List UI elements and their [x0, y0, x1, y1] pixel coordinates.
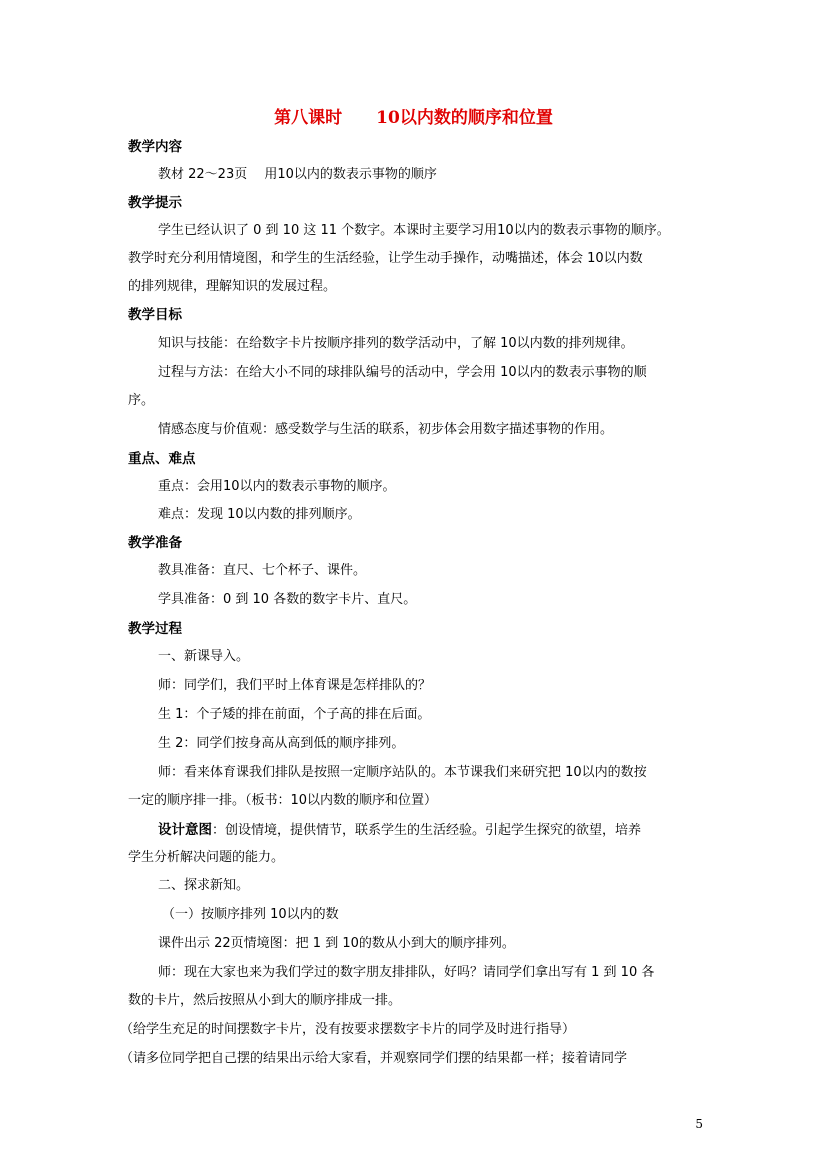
section-heading: 教学提示	[128, 195, 182, 211]
paragraph-line: 一定的顺序排一排。（板书：10以内数的顺序和位置）	[128, 793, 438, 808]
paragraph-line: 一、新课导入。	[158, 649, 250, 664]
paragraph-line: 难点：发现 10以内数的排列顺序。	[158, 507, 361, 522]
paragraph-line: （请多位同学把自己摆的结果出示给大家看，并观察同学们摆的结果都一样；接着请同学	[120, 1051, 628, 1066]
paragraph-line: 师：现在大家也来为我们学过的数字朋友排排队，好吗？请同学们拿出写有 1 到 10 各	[158, 965, 655, 980]
paragraph-line: 教材 22～23页 用10以内的数表示事物的顺序	[158, 167, 437, 182]
paragraph-line: 教具准备：直尺、七个杯子、课件。	[158, 563, 367, 578]
paragraph-line: 课件出示 22页情境图：把 1 到 10的数从小到大的顺序排列。	[158, 936, 515, 951]
paragraph-line: 情感态度与价值观：感受数学与生活的联系，初步体会用数字描述事物的作用。	[158, 422, 614, 437]
lesson-title: 第八课时 10以内数的顺序和位置	[274, 108, 553, 128]
paragraph-line: 生 2：同学们按身高从高到低的顺序排列。	[158, 736, 405, 751]
section-heading: 教学过程	[128, 621, 182, 637]
paragraph-line: 师：同学们，我们平时上体育课是怎样排队的？	[158, 678, 432, 693]
design-intent-text: ：创设情境，提供情节，联系学生的生活经验。引起学生探究的欲望，培养	[212, 823, 642, 838]
paragraph-line: 序。	[128, 393, 155, 408]
paragraph-line: 师：看来体育课我们排队是按照一定顺序站队的。本节课我们来研究把 10以内的数按	[158, 765, 647, 780]
paragraph-line: 数的卡片，然后按照从小到大的顺序排成一排。	[128, 993, 402, 1008]
page-number: 5	[695, 1117, 703, 1131]
paragraph-line: （给学生充足的时间摆数字卡片，没有按要求摆数字卡片的同学及时进行指导）	[120, 1022, 576, 1037]
paragraph-line: 知识与技能：在给数字卡片按顺序排列的数学活动中，了解 10以内数的排列规律。	[158, 336, 634, 351]
paragraph-line: 学生分析解决问题的能力。	[128, 850, 285, 865]
paragraph-line: （一）按顺序排列 10以内的数	[162, 907, 339, 922]
paragraph-line: 学生已经认识了 0 到 10 这 11 个数字。本课时主要学习用10以内的数表示事物的顺序。	[158, 223, 670, 238]
paragraph-line: 学具准备：0 到 10 各数的数字卡片、直尺。	[158, 592, 417, 607]
section-heading: 教学目标	[128, 307, 182, 323]
paragraph-line: 过程与方法：在给大小不同的球排队编号的活动中，学会用 10以内的数表示事物的顺	[158, 365, 647, 380]
paragraph-line: 二、探求新知。	[158, 878, 250, 893]
design-intent-line	[158, 820, 641, 841]
section-heading: 教学内容	[128, 139, 182, 155]
paragraph-line: 重点：会用10以内的数表示事物的顺序。	[158, 479, 396, 494]
paragraph-line: 教学时充分利用情境图，和学生的生活经验，让学生动手操作，动嘴描述，体会 10以内数	[128, 251, 643, 266]
section-heading: 教学准备	[128, 535, 182, 551]
design-intent-label: 设计意图	[158, 822, 212, 838]
paragraph-line: 的排列规律，理解知识的发展过程。	[128, 279, 337, 294]
section-heading: 重点、难点	[128, 451, 196, 467]
paragraph-line: 生 1：个子矮的排在前面，个子高的排在后面。	[158, 707, 431, 722]
